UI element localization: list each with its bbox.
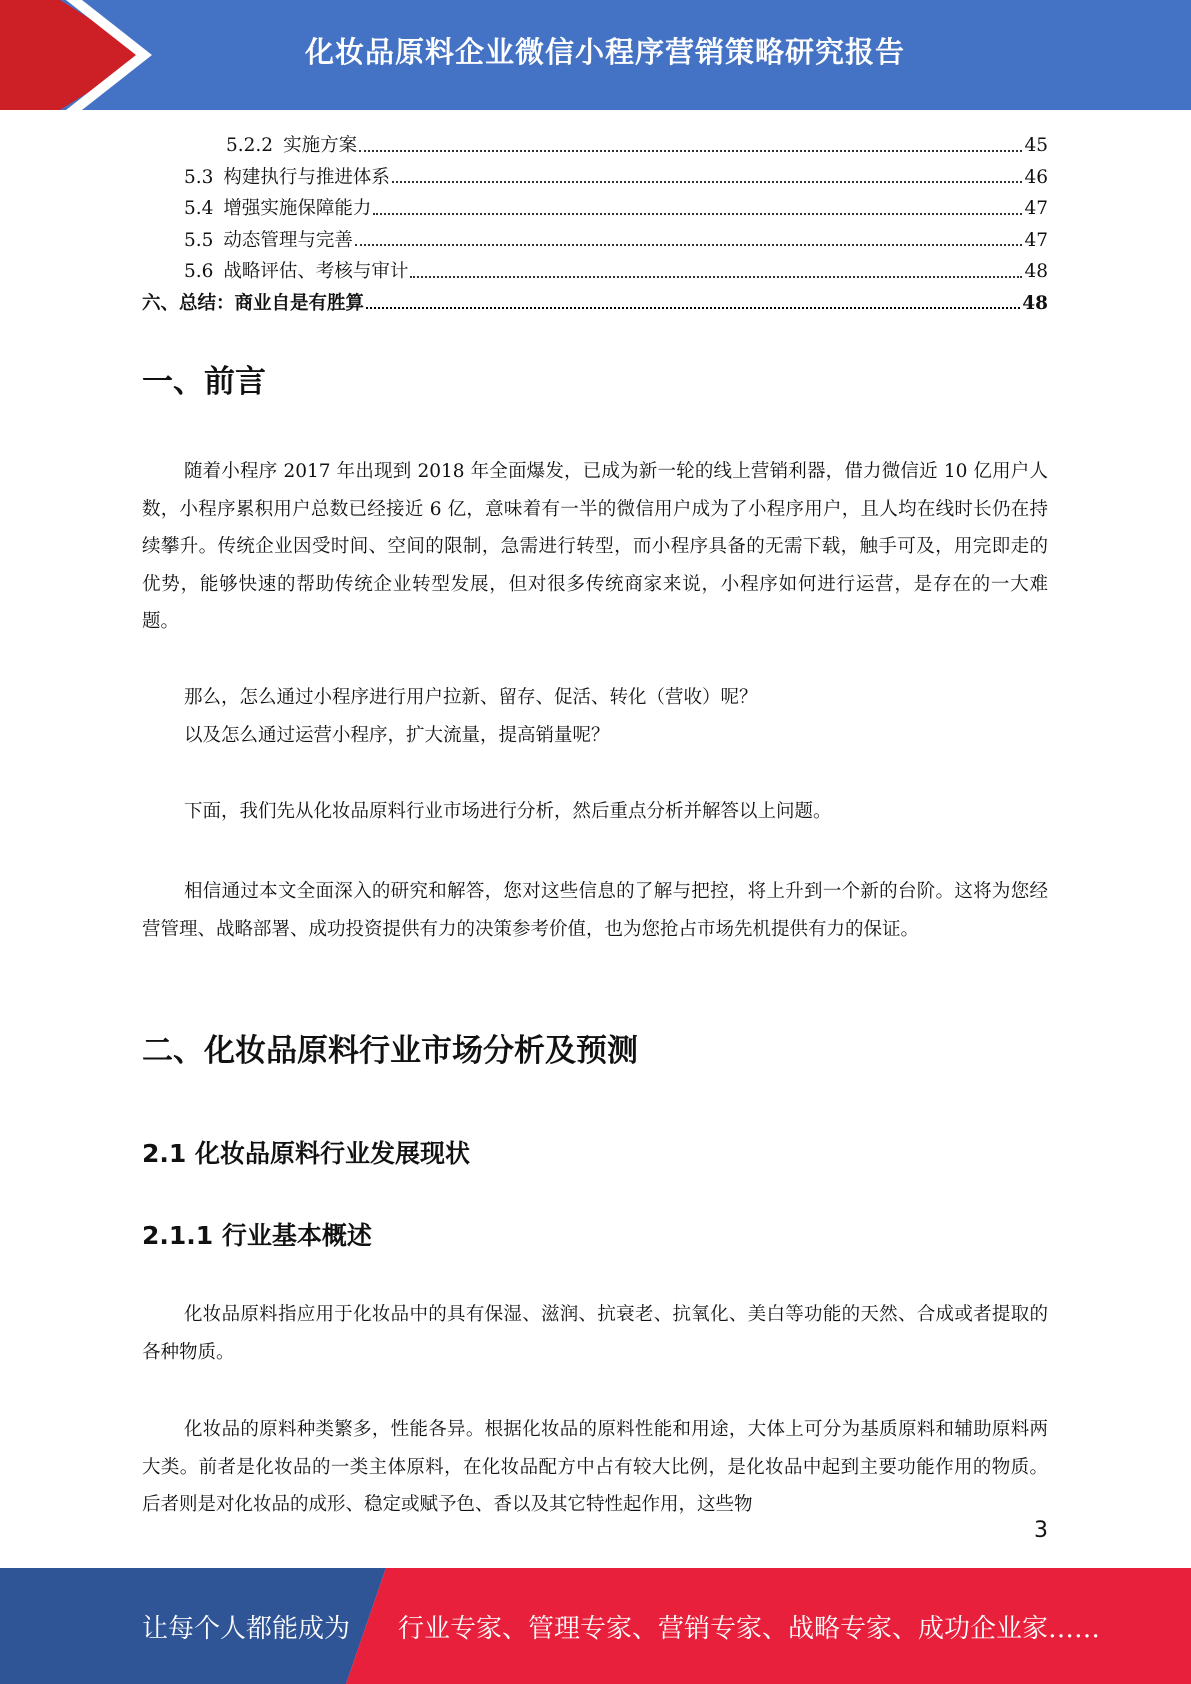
toc-entry-number: 六、 (142, 292, 180, 314)
subsection-heading: 2.1.1 行业基本概述 (142, 1221, 372, 1250)
toc-entry-title: 动态管理与完善 (223, 229, 353, 251)
toc-leader-dots (373, 213, 1022, 215)
report-title: 化妆品原料企业微信小程序营销策略研究报告 (304, 34, 905, 69)
toc-entry[interactable] (142, 130, 1048, 162)
page-number: 3 (1034, 1518, 1048, 1543)
toc-entry-title: 构建执行与推进体系 (223, 166, 390, 188)
toc-entry-page: 46 (1024, 166, 1048, 188)
body-paragraph: 化妆品原料指应用于化妆品中的具有保湿、滋润、抗衰老、抗氧化、美白等功能的天然、合成或者提取的各种物质。 (142, 1304, 1048, 1363)
toc-entry[interactable] (142, 225, 1048, 257)
footer-slogan-right: 行业专家、管理专家、营销专家、战略专家、成功企业家…… (398, 1613, 1101, 1644)
section-heading-market-analysis: 二、化妆品原料行业市场分析及预测 (142, 1033, 638, 1069)
body-paragraph: 下面，我们先从化妆品原料行业市场进行分析，然后重点分析并解答以上问题。 (184, 801, 832, 822)
toc-entry-page: 45 (1024, 135, 1048, 156)
subsection-heading: 2.1 化妆品原料行业发展现状 (142, 1139, 470, 1168)
toc-entry-title: 实施方案 (283, 135, 358, 156)
toc-entry-page: 47 (1024, 198, 1048, 219)
toc-entry-number: 5.2.2 (226, 135, 274, 156)
toc-entry-title: 总结：商业自是有胜算 (179, 292, 365, 314)
toc-entry-number: 5.5 (184, 229, 214, 251)
toc-entry[interactable] (142, 193, 1048, 225)
toc-entry-title: 增强实施保障能力 (223, 198, 372, 219)
body-paragraph: 相信通过本文全面深入的研究和解答，您对这些信息的了解与把控，将上升到一个新的台阶。这将为您经营管理、战略部署、成功投资提供有力的决策参考价值，也为您抢占市场先机提供有力的保证。 (142, 881, 1048, 940)
toc-entry-number: 5.4 (184, 198, 214, 219)
section-heading-preface: 一、前言 (142, 364, 266, 400)
toc-entry[interactable] (142, 162, 1048, 194)
toc-leader-dots (366, 307, 1020, 309)
toc-leader-dots (359, 150, 1022, 152)
body-question: 那么，怎么通过小程序进行用户拉新、留存、促活、转化（营收）呢？ (184, 687, 758, 708)
page-header (0, 0, 1191, 110)
toc-leader-dots (392, 181, 1023, 183)
toc-entry-page: 48 (1022, 292, 1048, 314)
table-of-contents (142, 130, 1048, 319)
toc-entry-page: 48 (1024, 261, 1048, 282)
toc-entry[interactable] (142, 256, 1048, 288)
footer-slogan-left: 让每个人都能成为 (142, 1613, 351, 1644)
body-paragraph: 化妆品的原料种类繁多，性能各异。根据化妆品的原料性能和用途，大体上可分为基质原料和辅助原料两大类。前者是化妆品的一类主体原料，在化妆品配方中占有较大比例，是化妆品中起到主要功能作用的物质。后者则是对化妆品的成形、稳定或赋予色、香以及其它特性起作用，这些物 (142, 1419, 1048, 1515)
toc-leader-dots (410, 276, 1022, 278)
body-paragraph: 随着小程序 2017 年出现到 2018 年全面爆发，已成为新一轮的线上营销利器，借力微信近 10 亿用户人数，小程序累积用户总数已经接近 6 亿，意味着有一半的微信用户成为了小程序用户，且人均在线时长仍在持续攀升。传统企业因受时间、空间的限制，急需进行转型，而小程序具备的无需下载，触手可及，用完即走的优势，能够快速的帮助传统企业转型发展，但对很多传统商家来说，小程序如何进行运营，是存在的一大难题。 (142, 461, 1048, 632)
page-footer (0, 1568, 1191, 1684)
toc-entry-page: 47 (1024, 229, 1048, 251)
toc-entry-number: 5.3 (184, 166, 214, 188)
toc-leader-dots (355, 244, 1023, 246)
body-question: 以及怎么通过运营小程序，扩大流量，提高销量呢？ (184, 725, 610, 746)
toc-entry[interactable] (142, 288, 1048, 320)
toc-entry-title: 战略评估、考核与审计 (223, 261, 409, 282)
toc-entry-number: 5.6 (184, 261, 214, 282)
